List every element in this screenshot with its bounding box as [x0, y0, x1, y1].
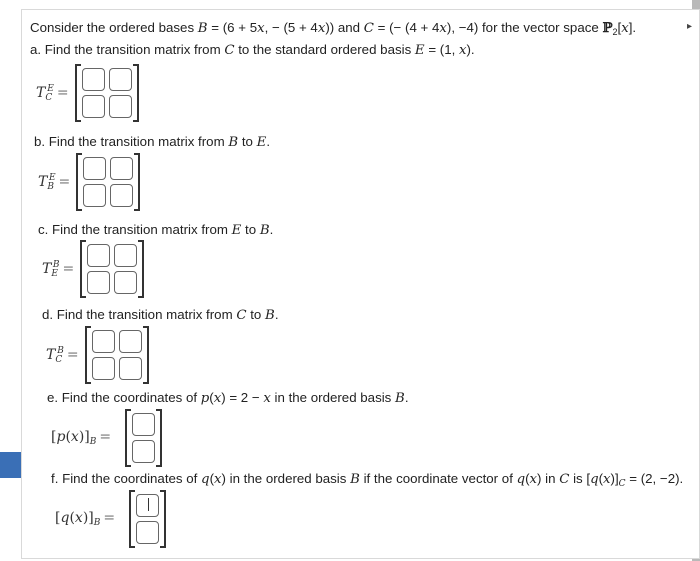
vector-f-cell-2[interactable] [136, 521, 159, 544]
matrix-d-cell-11[interactable] [92, 330, 115, 353]
part-e-prompt: e. Find the coordinates of p(x) = 2 − x in the ordered basis B. [47, 390, 409, 406]
matrix-c-cell-12[interactable] [114, 244, 137, 267]
vector-e-cell-1[interactable] [132, 413, 155, 436]
matrix-b-cell-11[interactable] [83, 157, 106, 180]
part-f-answer [55, 491, 166, 547]
part-a-answer [36, 65, 139, 121]
part-d-answer [46, 327, 149, 383]
part-c-answer [42, 241, 144, 297]
problem-intro: Consider the ordered bases B = (6 + 5x, − (5 + 4x)) and C = (− (4 + 4x), −4) for the vector space ℙ$_2$[x]. [30, 20, 637, 37]
matrix-c-cell-21[interactable] [87, 271, 110, 294]
matrix-a-cell-12[interactable] [109, 68, 132, 91]
matrix-b-cell-12[interactable] [110, 157, 133, 180]
mouse-pointer-icon: ▸ [687, 21, 693, 32]
matrix-c [80, 241, 144, 297]
vector-f [129, 491, 166, 547]
matrix-d-cell-12[interactable] [119, 330, 142, 353]
matrix-d [85, 327, 149, 383]
vector-e [125, 410, 162, 466]
part-e-answer [51, 410, 162, 466]
matrix-d-cell-21[interactable] [92, 357, 115, 380]
part-a-prompt: a. Find the transition matrix from C to the standard ordered basis E = (1, x). [30, 42, 475, 58]
part-b-label: $T_B^E$ = [38, 172, 71, 192]
part-f-label: $[q(x)]_B$ = [55, 510, 116, 528]
part-d-prompt: d. Find the transition matrix from C to B. [42, 307, 279, 323]
question-card [21, 9, 700, 559]
matrix-b-cell-21[interactable] [83, 184, 106, 207]
part-f-prompt: f. Find the coordinates of q(x) in the ordered basis B if the coordinate vector of q(x) in C is $[q(x)]_C = (2$, −2). [51, 471, 684, 489]
matrix-a-cell-11[interactable] [82, 68, 105, 91]
part-c-label: $T_E^B$ = [42, 259, 75, 279]
text-cursor [148, 498, 149, 511]
part-a-label: $T_C^E$ = [36, 83, 69, 103]
matrix-c-cell-22[interactable] [114, 271, 137, 294]
matrix-b-cell-22[interactable] [110, 184, 133, 207]
matrix-d-cell-22[interactable] [119, 357, 142, 380]
vector-f-cell-1-wrap [136, 494, 159, 517]
matrix-c-cell-11[interactable] [87, 244, 110, 267]
part-d-label: $T_C^B$ = [46, 345, 79, 365]
part-c-prompt: c. Find the transition matrix from E to B. [38, 222, 274, 238]
matrix-a-cell-21[interactable] [82, 95, 105, 118]
matrix-a-cell-22[interactable] [109, 95, 132, 118]
matrix-b [76, 154, 140, 210]
matrix-a [75, 65, 139, 121]
vector-e-cell-2[interactable] [132, 440, 155, 463]
part-e-label: $[p(x)]_B$ = [51, 429, 112, 447]
question-marker [0, 452, 21, 478]
part-b-prompt: b. Find the transition matrix from B to E. [34, 134, 271, 150]
part-b-answer [38, 154, 140, 210]
